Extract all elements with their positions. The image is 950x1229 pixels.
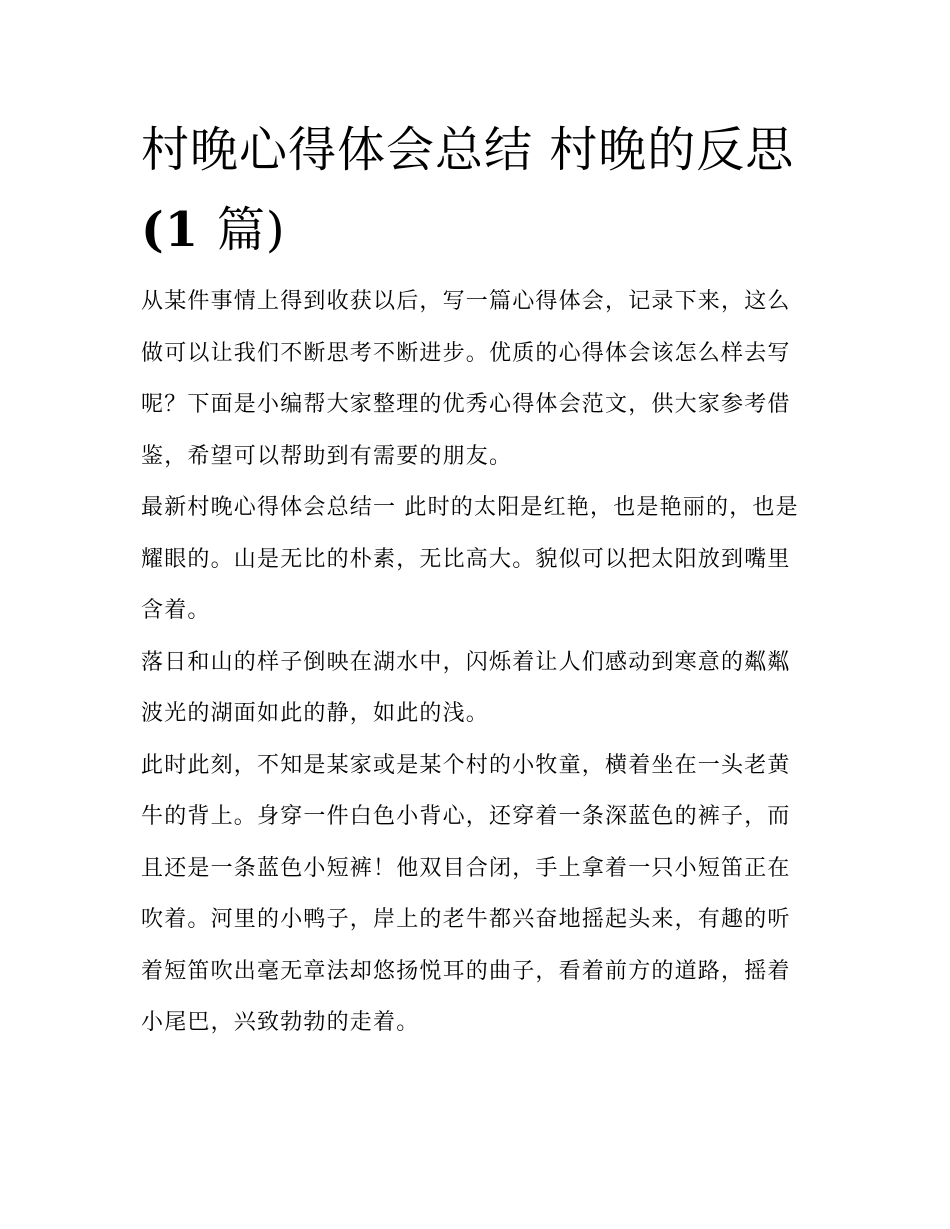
- document-title: [141, 110, 821, 270]
- title-unit: 篇): [216, 202, 286, 258]
- paragraph-intro: 从某件事情上得到收获以后，写一篇心得体会，记录下来，这么做可以让我们不断思考不断进步。优质的心得体会该怎么样去写呢？下面是小编帮大家整理的优秀心得体会范文，供大家参考借鉴，希望可以帮助到有需要的朋友。: [141, 289, 791, 469]
- title-main: 村晚心得体会总结 村晚的反思: [141, 122, 795, 178]
- paragraph-lake: 落日和山的样子倒映在湖水中，闪烁着让人们感动到寒意的粼粼波光的湖面如此的静，如此的浅。: [141, 649, 791, 726]
- paragraph-shepherd: 此时此刻，不知是某家或是某个村的小牧童，横着坐在一头老黄牛的背上。身穿一件白色小背心，还穿着一条深蓝色的裤子，而且还是一条蓝色小短裤！他双目合闭，手上拿着一只小短笛正在吹着。河里的小鸭子，岸上的老牛都兴奋地摇起头来，有趣的听着短笛吹出毫无章法却悠扬悦耳的曲子，看着前方的道路，摇着小尾巴，兴致勃勃的走着。: [141, 752, 791, 1035]
- paragraph-sun: 最新村晚心得体会总结一 此时的太阳是红艳，也是艳丽的，也是耀眼的。山是无比的朴素，无比高大。貌似可以把太阳放到嘴里含着。: [141, 495, 799, 623]
- title-count: (1: [141, 202, 217, 258]
- document-body: [141, 276, 811, 1049]
